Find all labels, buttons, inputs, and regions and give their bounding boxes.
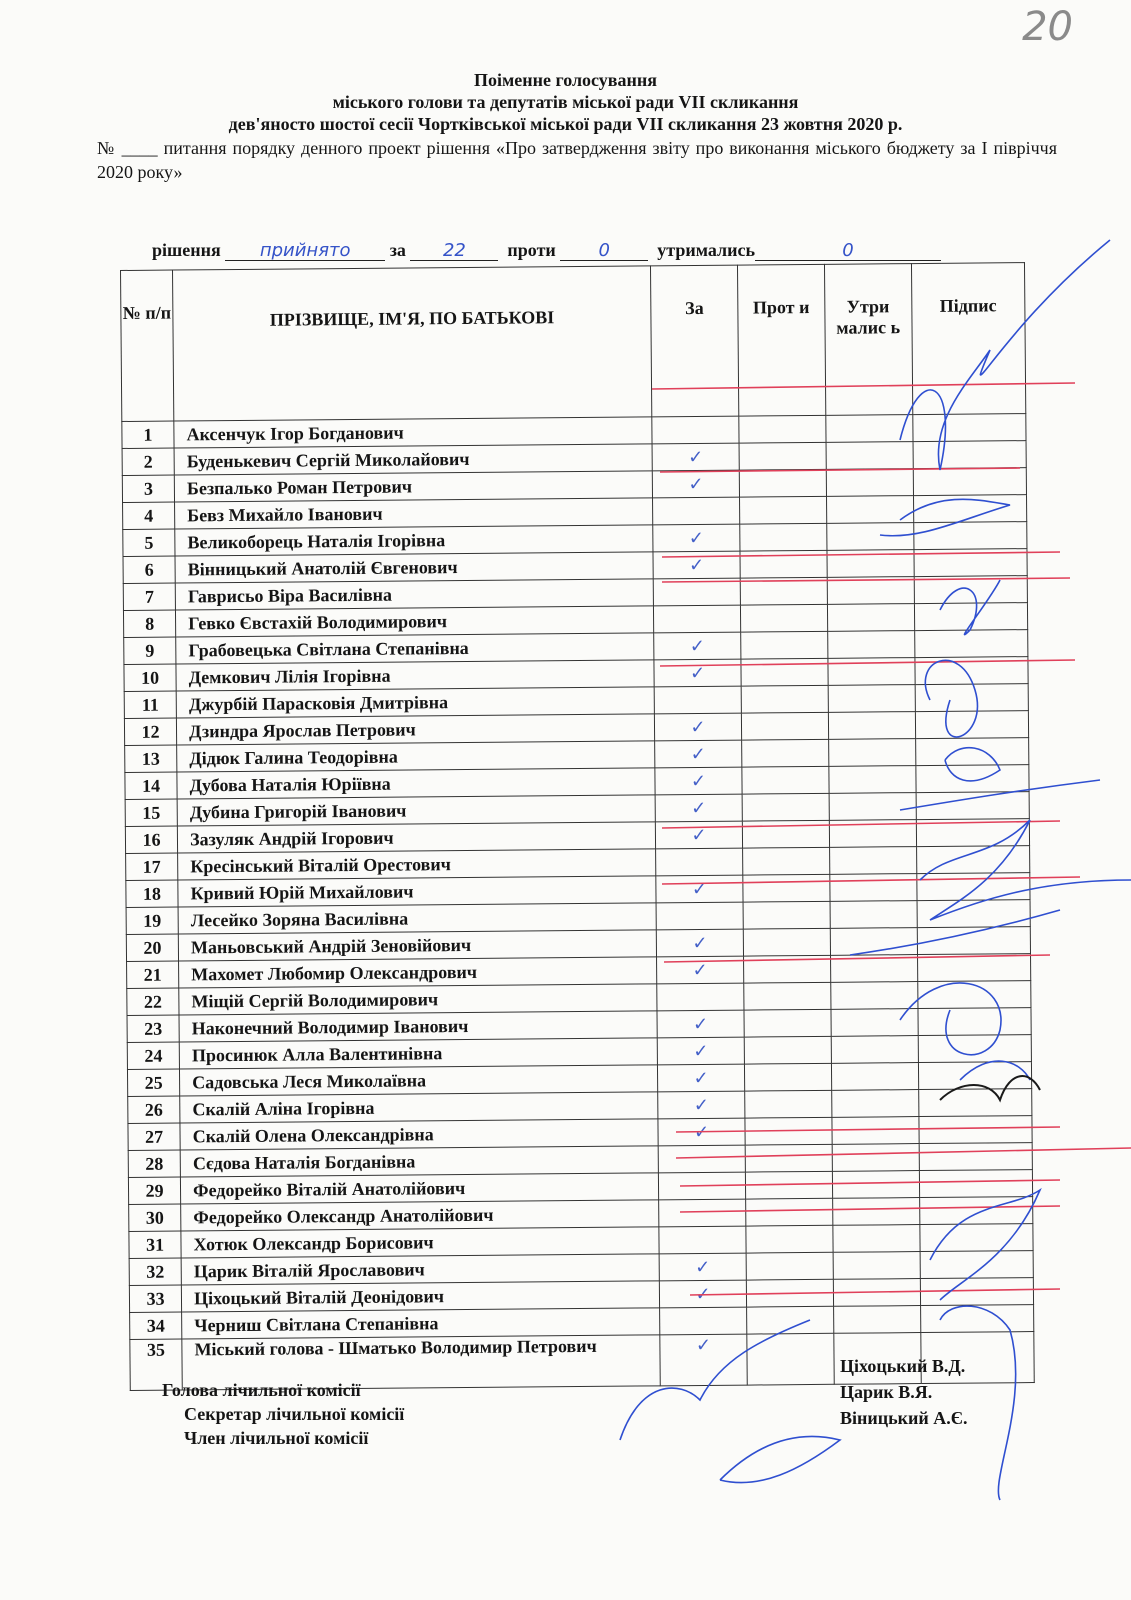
vote-against-cell	[741, 631, 828, 659]
vote-abstain-cell	[831, 1009, 918, 1037]
deputy-name: Зазуляк Андрій Ігорович	[177, 822, 655, 853]
row-number: 22	[127, 988, 179, 1015]
deputy-name: Безпалько Роман Петрович	[174, 471, 652, 502]
deputy-name: Маньовський Андрій Зеновійович	[178, 930, 656, 961]
deputy-name: Царик Віталій Ярославович	[181, 1254, 659, 1285]
vote-against-cell	[745, 1117, 832, 1145]
decision-label: рішення	[152, 240, 221, 260]
vote-abstain-cell	[831, 982, 918, 1010]
deputy-name: Дідюк Галина Теодорівна	[177, 741, 655, 772]
vote-for-mark: ✓	[655, 794, 742, 822]
vote-against-cell	[743, 874, 830, 902]
page-number: 20	[1022, 4, 1073, 50]
vote-against-cell	[739, 469, 826, 497]
vote-for-mark	[654, 605, 741, 633]
vote-abstain-cell	[828, 739, 915, 767]
counting-commission-secretary: Секретар лічильної комісії	[184, 1404, 405, 1424]
secretary-name: Царик В.Я.	[840, 1382, 933, 1402]
against-label: проти	[507, 240, 556, 260]
signature-cell	[916, 792, 1030, 820]
signature-cell	[920, 1251, 1034, 1279]
deputy-name: Вінницький Анатолій Євгенович	[175, 552, 653, 583]
row-number: 29	[128, 1177, 180, 1204]
vote-abstain-cell	[829, 820, 916, 848]
vote-abstain-cell	[826, 415, 913, 443]
signature-cell	[915, 711, 1029, 739]
vote-abstain-cell	[827, 604, 914, 632]
vote-against-cell	[747, 1306, 834, 1334]
vote-against-cell	[742, 766, 829, 794]
vote-against-cell	[745, 1090, 832, 1118]
signature-cell	[920, 1305, 1034, 1333]
vote-for-mark	[653, 578, 740, 606]
signature-cell	[919, 1197, 1033, 1225]
deputy-name: Сєдова Наталія Богданівна	[180, 1146, 658, 1177]
signature-cell	[914, 549, 1028, 577]
signature-cell	[919, 1143, 1033, 1171]
row-number: 20	[126, 934, 178, 961]
deputy-name: Федорейко Олександр Анатолійович	[181, 1200, 659, 1231]
vote-for-mark	[652, 416, 739, 444]
vote-abstain-cell	[830, 874, 917, 902]
vote-for-mark	[654, 686, 741, 714]
row-number: 3	[122, 475, 174, 502]
vote-for-mark: ✓	[658, 1091, 745, 1119]
vote-table	[120, 262, 1035, 1391]
deputy-name: Гаврисьо Віра Василівна	[175, 579, 653, 610]
vote-for-mark	[653, 497, 740, 525]
vote-abstain-cell	[830, 955, 917, 983]
vote-table-header	[121, 263, 1026, 422]
signature-cell	[918, 1089, 1032, 1117]
vote-for-mark	[656, 902, 743, 930]
deputy-name: Наконечний Володимир Іванович	[179, 1011, 657, 1042]
vote-against-cell	[740, 550, 827, 578]
row-number: 2	[122, 448, 174, 475]
vote-against-cell	[739, 442, 826, 470]
deputy-name: Джурбій Парасковія Дмитрівна	[176, 687, 654, 718]
vote-abstain-cell	[826, 469, 913, 497]
row-number: 26	[128, 1096, 180, 1123]
row-number: 7	[123, 583, 175, 610]
row-number: 17	[126, 853, 178, 880]
decision-line	[152, 240, 941, 261]
vote-abstain-cell	[833, 1306, 920, 1334]
deputy-name: Скалій Аліна Ігорівна	[180, 1092, 658, 1123]
deputy-name: Кресінський Віталій Орестович	[178, 849, 656, 880]
deputy-name: Дзиндра Ярослав Петрович	[177, 714, 655, 745]
signature-cell	[918, 1035, 1032, 1063]
vote-against-cell	[746, 1252, 833, 1280]
vote-for-mark: ✓	[657, 1037, 744, 1065]
deputy-name: Міщій Сергій Володимирович	[179, 984, 657, 1015]
deputy-name: Просинюк Алла Валентинівна	[179, 1038, 657, 1069]
col-abstain-header: Утри малис ь	[824, 264, 912, 416]
vote-for-mark: ✓	[656, 875, 743, 903]
signature-cell	[919, 1170, 1033, 1198]
vote-against-cell	[744, 1009, 831, 1037]
row-number: 16	[125, 826, 177, 853]
deputy-name: Ціхоцький Віталій Деонідович	[181, 1281, 659, 1312]
signature-cell	[912, 414, 1026, 442]
deputy-name: Дубина Григорій Іванович	[177, 795, 655, 826]
vote-abstain-cell	[827, 550, 914, 578]
vote-abstain-cell	[828, 685, 915, 713]
row-number: 12	[124, 718, 176, 745]
vote-against-cell	[743, 928, 830, 956]
vote-for-mark: ✓	[659, 1253, 746, 1281]
doc-title-line1: Поіменне голосування	[473, 70, 658, 90]
row-number: 34	[130, 1312, 182, 1339]
row-number: 11	[124, 691, 176, 718]
abstain-count: 0	[755, 242, 941, 261]
vote-for-mark: ✓	[658, 1064, 745, 1092]
deputy-name: Міський голова - Шматько Володимир Петрович	[182, 1335, 660, 1390]
head-name: Ціхоцький В.Д.	[840, 1356, 966, 1376]
vote-abstain-cell	[831, 1063, 918, 1091]
vote-for-mark: ✓	[659, 1280, 746, 1308]
vote-for-mark: ✓	[656, 929, 743, 957]
vote-abstain-cell	[829, 793, 916, 821]
doc-title-line3: дев'яносто шостої сесії Чортківської міської ради VII скликання 23 жовтня 2020 р.	[228, 114, 903, 134]
vote-abstain-cell	[830, 928, 917, 956]
vote-abstain-cell	[831, 1090, 918, 1118]
row-number: 35	[130, 1339, 183, 1390]
deputy-name: Демкович Лілія Ігорівна	[176, 660, 654, 691]
vote-for-mark	[657, 983, 744, 1011]
vote-abstain-cell	[831, 1036, 918, 1064]
member-name: Віницький А.Є.	[840, 1408, 968, 1428]
signature-cell	[916, 873, 1030, 901]
signature-cell	[916, 846, 1030, 874]
vote-abstain-cell	[833, 1279, 920, 1307]
vote-against-cell	[747, 1333, 834, 1385]
counting-commission-member: Член лічильної комісії	[184, 1428, 369, 1448]
row-number: 32	[129, 1258, 181, 1285]
vote-against-cell	[741, 658, 828, 686]
vote-abstain-cell	[833, 1252, 920, 1280]
vote-against-cell	[744, 1063, 831, 1091]
col-for-header: За	[651, 265, 739, 417]
deputy-name: Черниш Світлана Степанівна	[182, 1308, 660, 1339]
deputy-name: Скалій Олена Олександрівна	[180, 1119, 658, 1150]
row-number: 10	[124, 664, 176, 691]
vote-against-cell	[745, 1171, 832, 1199]
row-number: 31	[129, 1231, 181, 1258]
vote-against-cell	[746, 1198, 833, 1226]
vote-for-mark: ✓	[655, 821, 742, 849]
vote-for-mark: ✓	[660, 1334, 747, 1386]
col-name-header: ПРІЗВИЩЕ, ІМ'Я, ПО БАТЬКОВІ	[173, 266, 652, 421]
row-number: 30	[129, 1204, 181, 1231]
vote-for-mark	[660, 1307, 747, 1335]
deputy-name: Кривий Юрій Михайлович	[178, 876, 656, 907]
vote-for-mark	[656, 848, 743, 876]
vote-against-cell	[742, 739, 829, 767]
row-number: 4	[123, 502, 175, 529]
decision-value: прийнято	[225, 242, 385, 261]
deputy-name: Хотюк Олександр Борисович	[181, 1227, 659, 1258]
vote-abstain-cell	[832, 1117, 919, 1145]
signature-cell	[918, 1008, 1032, 1036]
signature-cell	[919, 1224, 1033, 1252]
vote-abstain-cell	[826, 496, 913, 524]
vote-abstain-cell	[827, 523, 914, 551]
vote-for-mark: ✓	[655, 713, 742, 741]
signature-cell	[914, 576, 1028, 604]
vote-for-mark: ✓	[654, 659, 741, 687]
signature-cell	[920, 1278, 1034, 1306]
row-number: 33	[129, 1285, 181, 1312]
deputy-name: Лесейко Зоряна Василівна	[178, 903, 656, 934]
vote-abstain-cell	[827, 631, 914, 659]
signature-cell	[914, 630, 1028, 658]
vote-against-cell	[743, 901, 830, 929]
vote-against-cell	[740, 604, 827, 632]
vote-against-cell	[741, 685, 828, 713]
vote-for-mark: ✓	[658, 1118, 745, 1146]
agenda-question: № ____ питання порядку денного проект рішення «Про затвердження звіту про виконання міського бюджету за I півріччя 2020 року»	[97, 138, 1057, 182]
vote-abstain-cell	[833, 1225, 920, 1253]
row-number: 24	[127, 1042, 179, 1069]
vote-against-cell	[744, 982, 831, 1010]
signature-cell	[915, 684, 1029, 712]
abstain-label: утримались	[657, 240, 755, 260]
vote-abstain-cell	[826, 442, 913, 470]
counting-commission-head: Голова лічильної комісії	[162, 1380, 361, 1400]
signature-cell	[917, 954, 1031, 982]
vote-abstain-cell	[832, 1198, 919, 1226]
vote-against-cell	[740, 523, 827, 551]
vote-for-mark	[658, 1145, 745, 1173]
vote-abstain-cell	[829, 847, 916, 875]
row-number: 9	[124, 637, 176, 664]
row-number: 19	[126, 907, 178, 934]
row-number: 18	[126, 880, 178, 907]
vote-for-mark: ✓	[657, 956, 744, 984]
signature	[720, 1436, 840, 1482]
vote-abstain-cell	[827, 577, 914, 605]
deputy-name: Садовська Леся Миколаївна	[180, 1065, 658, 1096]
for-count: 22	[410, 242, 498, 261]
row-number: 8	[123, 610, 175, 637]
vote-abstain-cell	[828, 712, 915, 740]
row-number: 21	[127, 961, 179, 988]
signature-cell	[913, 468, 1027, 496]
signature-cell	[913, 495, 1027, 523]
vote-against-cell	[745, 1144, 832, 1172]
signature-cell	[913, 522, 1027, 550]
signature-cell	[917, 981, 1031, 1009]
row-number: 13	[125, 745, 177, 772]
signature-cell	[917, 900, 1031, 928]
vote-against-cell	[746, 1279, 833, 1307]
signature-cell	[914, 657, 1028, 685]
signature-cell	[915, 738, 1029, 766]
vote-for-mark: ✓	[655, 767, 742, 795]
vote-against-cell	[743, 955, 830, 983]
against-count: 0	[560, 242, 648, 261]
vote-for-mark	[659, 1172, 746, 1200]
row-number: 23	[127, 1015, 179, 1042]
signature-cell	[918, 1062, 1032, 1090]
vote-for-mark	[659, 1226, 746, 1254]
deputy-name: Грабовецька Світлана Степанівна	[176, 633, 654, 664]
deputy-name: Федорейко Віталій Анатолійович	[181, 1173, 659, 1204]
doc-title-line2: міського голови та депутатів міської ради VII скликання	[332, 92, 799, 112]
vote-for-mark: ✓	[657, 1010, 744, 1038]
vote-against-cell	[742, 820, 829, 848]
signature-cell	[916, 819, 1030, 847]
deputy-name: Буденькевич Сергій Миколайович	[174, 444, 652, 475]
deputy-name: Великоборець Наталія Ігорівна	[175, 525, 653, 556]
vote-for-mark: ✓	[653, 524, 740, 552]
deputy-name: Бевз Михайло Іванович	[175, 498, 653, 529]
vote-abstain-cell	[829, 766, 916, 794]
row-number: 5	[123, 529, 175, 556]
signature-cell	[915, 765, 1029, 793]
vote-against-cell	[741, 712, 828, 740]
signature-cell	[918, 1116, 1032, 1144]
vote-for-mark: ✓	[652, 470, 739, 498]
vote-for-mark: ✓	[655, 740, 742, 768]
vote-for-mark: ✓	[654, 632, 741, 660]
vote-for-mark: ✓	[652, 443, 739, 471]
deputy-name: Дубова Наталія Юріївна	[177, 768, 655, 799]
vote-against-cell	[739, 496, 826, 524]
vote-against-cell	[742, 793, 829, 821]
row-number: 27	[128, 1123, 180, 1150]
row-number: 15	[125, 799, 177, 826]
row-number: 25	[127, 1069, 179, 1096]
deputy-name: Аксенчук Ігор Богданович	[174, 417, 652, 448]
row-number: 1	[122, 421, 174, 448]
row-number: 6	[123, 556, 175, 583]
row-number: 28	[128, 1150, 180, 1177]
vote-against-cell	[746, 1225, 833, 1253]
signature-cell	[913, 441, 1027, 469]
vote-abstain-cell	[828, 658, 915, 686]
col-against-header: Прот и	[737, 264, 825, 416]
deputy-name: Гевко Євстахій Володимирович	[176, 606, 654, 637]
signature-cell	[917, 927, 1031, 955]
signature-cell	[914, 603, 1028, 631]
vote-for-mark: ✓	[653, 551, 740, 579]
vote-abstain-cell	[832, 1171, 919, 1199]
for-label: за	[389, 240, 406, 260]
vote-abstain-cell	[832, 1144, 919, 1172]
deputy-name: Махомет Любомир Олександрович	[179, 957, 657, 988]
col-num-header: № п/п	[121, 270, 174, 421]
vote-against-cell	[739, 415, 826, 443]
col-signature-header: Підпис	[911, 263, 1026, 415]
vote-abstain-cell	[830, 901, 917, 929]
row-number: 14	[125, 772, 177, 799]
vote-table-body	[122, 414, 1034, 1391]
vote-against-cell	[740, 577, 827, 605]
vote-for-mark	[659, 1199, 746, 1227]
vote-against-cell	[743, 847, 830, 875]
vote-against-cell	[744, 1036, 831, 1064]
